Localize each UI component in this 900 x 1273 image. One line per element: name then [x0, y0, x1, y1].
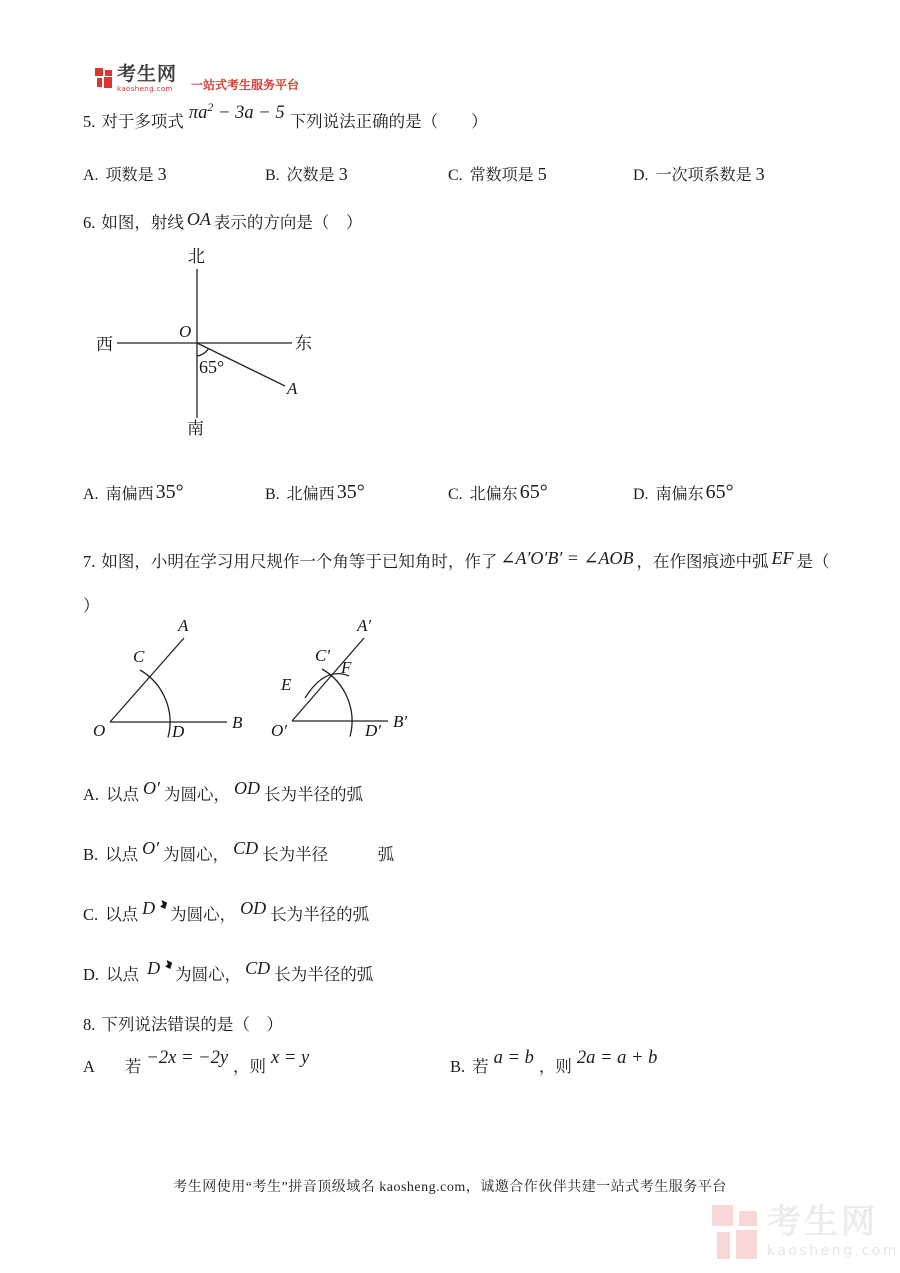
polynomial-formula: $\pi a^2 - 3a - 5$: [188, 100, 285, 124]
question-number: 8.: [83, 1015, 96, 1034]
question-7-option-b: B. 以点 O′ 为圆心， CD 长为半径 弧: [83, 838, 395, 864]
option-a: A. 项数是 3: [83, 164, 167, 184]
kaosheng-logo-icon: [712, 1205, 759, 1260]
question-text: 下列说法错误的是（ ）: [101, 1015, 283, 1034]
question-text: ，在作图痕迹中弧: [636, 552, 769, 571]
label-b: B: [232, 713, 243, 732]
question-number: 7.: [83, 552, 96, 571]
question-text: 如图，射线: [101, 213, 184, 232]
question-text: 表示的方向是（ ）: [213, 213, 363, 232]
label-angle-65: 65°: [199, 357, 225, 377]
question-7-option-d: D. 以点 D 为圆心， CD 长为半径的弧: [83, 958, 374, 984]
question-number: 5.: [83, 112, 96, 132]
label-origin-o: O: [179, 322, 192, 341]
label-a-prime: A′: [357, 616, 372, 635]
option-c: C. 北偏东 65°: [448, 481, 548, 503]
question-8-stem: [83, 1013, 283, 1037]
question-7-stem: [83, 548, 829, 574]
question-text: 是（: [796, 552, 830, 571]
label-d: D: [172, 722, 185, 741]
question-7-stem-close: ）: [83, 596, 100, 615]
label-west: 西: [96, 335, 113, 354]
option-d: D. 南偏东 65°: [633, 481, 734, 503]
angle-arc: [197, 349, 209, 356]
ray-oa-variable: OA: [186, 209, 211, 229]
watermark-domain: kaosheng.com: [767, 1243, 899, 1259]
label-b-prime: B′: [393, 712, 408, 731]
arc-cd: [140, 670, 170, 738]
glyph-artifact-icon: [160, 900, 167, 909]
option-b: B. 若 a = b ，则 2a = a + b: [450, 1048, 658, 1076]
site-logo: [95, 65, 299, 93]
arc-ef-variable: EF: [771, 548, 794, 568]
question-7-option-c: C. 以点 D 为圆心， OD 长为半径的弧: [83, 898, 370, 924]
watermark-logo: [712, 1202, 899, 1260]
label-d-prime: D′: [365, 721, 381, 740]
option-d: D. 一次项系数是 3: [633, 164, 765, 184]
question-5-stem: [83, 100, 488, 136]
option-a: A. 南偏西 35°: [83, 481, 184, 503]
label-north: 北: [188, 247, 205, 266]
question-5-options: [0, 162, 900, 188]
option-c: C. 常数项是 5: [448, 164, 547, 184]
question-text: 对于多项式: [101, 112, 184, 132]
option-a: A 若 −2x = −2y ，则 x = y: [83, 1048, 310, 1076]
label-f: F: [341, 658, 352, 677]
question-8-options: [0, 1048, 900, 1093]
label-o: O: [93, 721, 106, 740]
footer-text: 考生网使用“考生”拼音顶级域名 kaosheng.com，诚邀合作伙伴共建一站式考生服务平台: [173, 1180, 727, 1195]
label-a: A: [178, 616, 189, 635]
question-6-stem: [83, 209, 362, 235]
angle-equation: ∠A′O′B′ = ∠AOB: [500, 548, 634, 568]
label-c: C: [133, 647, 145, 666]
brand-tagline: 一站式考生服务平台: [191, 78, 300, 92]
brand-name: 考生网: [117, 63, 178, 85]
kaosheng-logo-icon: [95, 68, 112, 88]
arc-cd-prime: [322, 669, 352, 737]
angle-construction-diagram: [85, 616, 435, 764]
option-b: B. 次数是 3: [265, 164, 348, 184]
label-c-prime: C′: [315, 646, 331, 665]
label-east: 东: [295, 334, 312, 353]
label-o-prime: O′: [271, 721, 287, 740]
brand-domain: kaosheng.com: [117, 85, 173, 93]
ray-oa: [110, 638, 184, 722]
question-number: 6.: [83, 213, 96, 232]
compass-direction-diagram: [86, 246, 321, 446]
arc-ef: [305, 674, 349, 698]
watermark-brand: 考生网: [767, 1202, 878, 1242]
label-point-a: A: [287, 379, 298, 398]
glyph-artifact-icon: [165, 960, 172, 969]
question-text: 如图，小明在学习用尺规作一个角等于已知角时，作了: [101, 552, 498, 571]
option-b: B. 北偏西 35°: [265, 481, 365, 503]
label-e: E: [281, 675, 292, 694]
question-text: 下列说法正确的是（ ）: [289, 112, 488, 132]
label-south: 南: [187, 419, 204, 438]
question-6-options: [0, 481, 900, 509]
question-7-option-a: A. 以点 O′ 为圆心， OD 长为半径的弧: [83, 778, 363, 804]
